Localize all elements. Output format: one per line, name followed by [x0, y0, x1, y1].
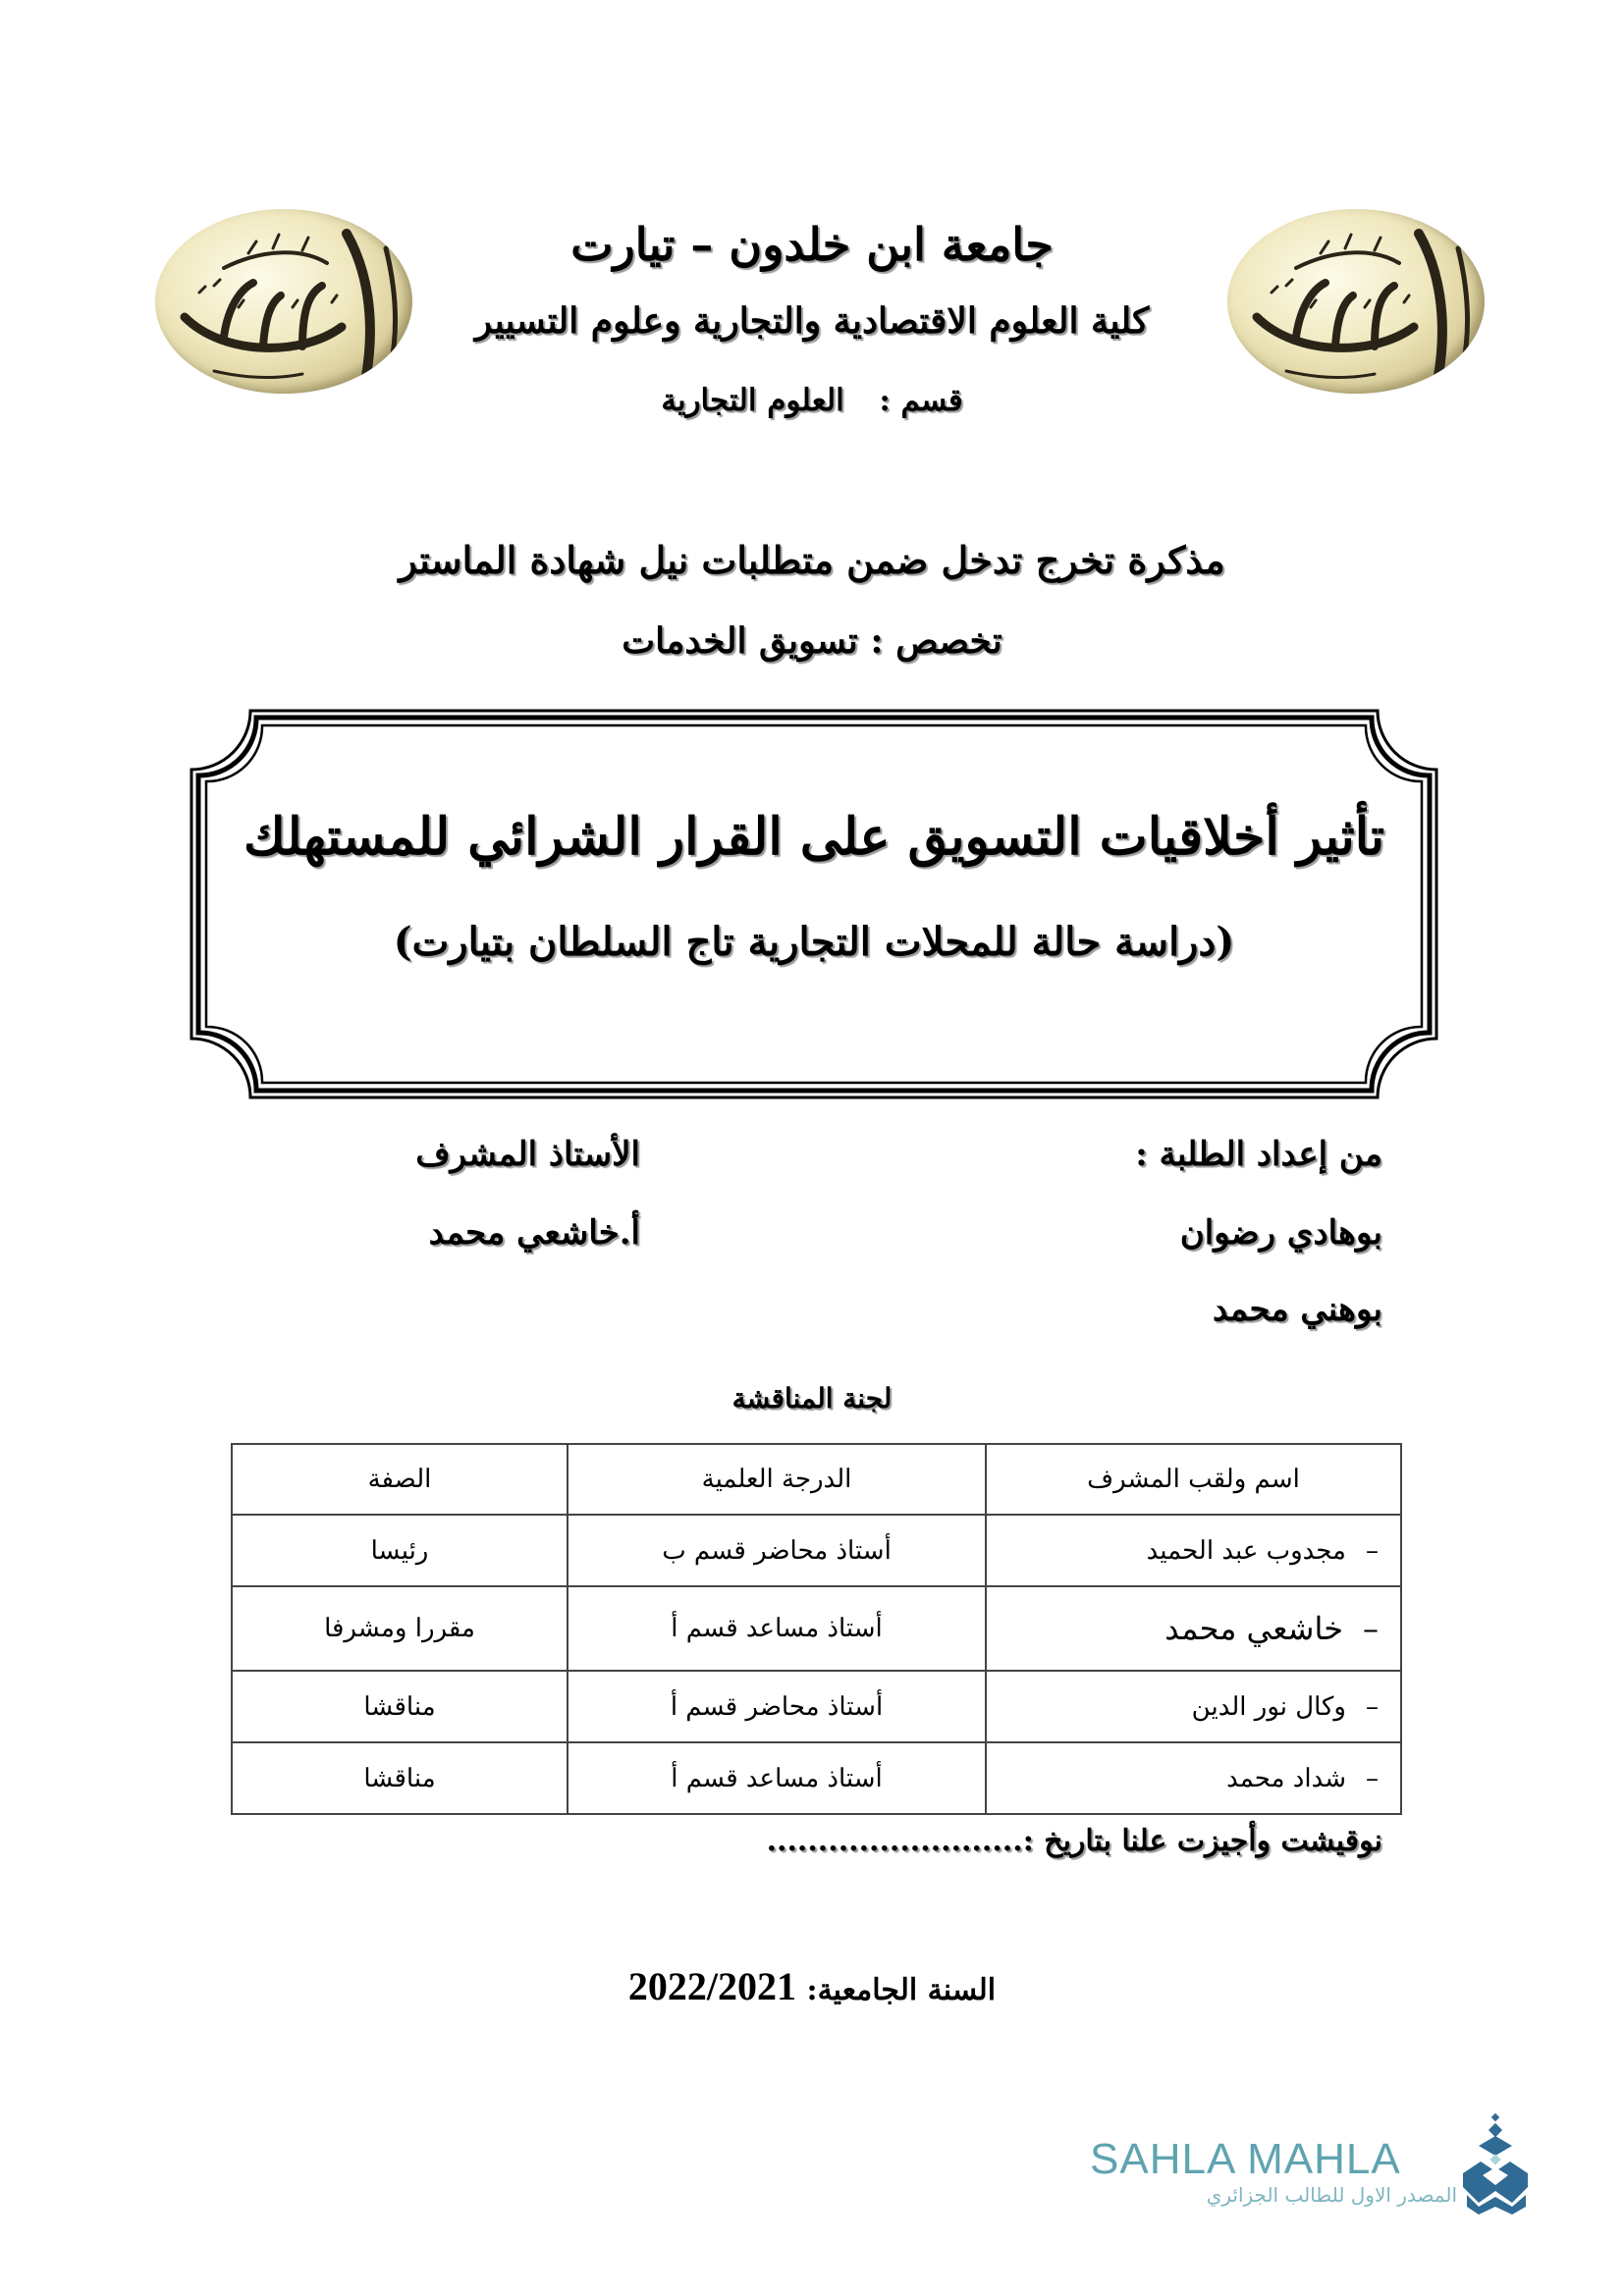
member-name-cell [986, 1515, 1401, 1586]
table-row [232, 1742, 1401, 1814]
sahla-mahla-logo-icon [1457, 2112, 1536, 2220]
member-rank: أستاذ محاضر قسم ب [568, 1515, 986, 1586]
list-dash: – [1366, 1691, 1379, 1722]
specialty-line: تخصص : تسويق الخدمات [622, 620, 1002, 662]
column-header-name: اسم ولقب المشرف [986, 1444, 1401, 1515]
date-placeholder-dots: ......................... [766, 1824, 1023, 1858]
member-name-cell [986, 1586, 1401, 1671]
supervisor-name: أ.خاشعي محمد [428, 1213, 640, 1253]
member-name: خاشعي محمد [1164, 1610, 1343, 1647]
student-name: بوهادي رضوان [1179, 1213, 1382, 1253]
member-name: مجدوب عبد الحميد [1146, 1535, 1346, 1566]
authors-label: من إعداد الطلبة : [1135, 1135, 1382, 1174]
table-row [232, 1671, 1401, 1742]
academic-year-line [0, 1963, 1624, 2009]
member-role: مناقشا [232, 1671, 568, 1742]
supervisor-label: الأستاذ المشرف [415, 1135, 640, 1174]
member-role: مقررا ومشرفا [232, 1586, 568, 1671]
list-dash: – [1366, 1763, 1379, 1793]
member-name-cell [986, 1671, 1401, 1742]
table-header-row [232, 1444, 1401, 1515]
member-rank: أستاذ مساعد قسم أ [568, 1742, 986, 1814]
member-name: وكال نور الدين [1191, 1691, 1346, 1722]
title-frame [189, 709, 1438, 1099]
member-rank: أستاذ محاضر قسم أ [568, 1671, 986, 1742]
thesis-subtitle: (دراسة حالة للمحلات التجارية تاج السلطان بتيارت) [393, 919, 1235, 965]
decorative-border-icon [189, 709, 1438, 1099]
member-role: مناقشا [232, 1742, 568, 1814]
faculty-name: كلية العلوم الاقتصادية والتجارية وعلوم التسيير [474, 300, 1150, 342]
student-name: بوهني محمد [1212, 1290, 1382, 1329]
defense-label: نوقيشت وأجيزت علنا بتاريخ : [1022, 1824, 1382, 1858]
watermark-tagline: المصدر الاول للطالب الجزائري [1206, 2183, 1457, 2207]
degree-line: مذكرة تخرج تدخل ضمن متطلبات نيل شهادة الماستر [399, 538, 1225, 582]
column-header-rank: الدرجة العلمية [568, 1444, 986, 1515]
defense-date-line [767, 1824, 1382, 1858]
member-name-cell [986, 1742, 1401, 1814]
department-label: قسم : [879, 383, 963, 418]
list-dash: – [1366, 1535, 1379, 1566]
table-row [232, 1515, 1401, 1586]
university-name: جامعة ابن خلدون – تيارت [570, 218, 1054, 271]
committee-table [231, 1443, 1402, 1815]
department-line [0, 383, 1624, 418]
table-row [232, 1586, 1401, 1671]
member-name: شداد محمد [1226, 1763, 1346, 1793]
department-name: العلوم التجارية [661, 383, 844, 418]
watermark-brand: SAHLA MAHLA [1090, 2135, 1401, 2183]
member-role: رئيسا [232, 1515, 568, 1586]
column-header-role: الصفة [232, 1444, 568, 1515]
member-rank: أستاذ مساعد قسم أ [568, 1586, 986, 1671]
thesis-title: تأثير أخلاقيات التسويق على القرار الشرائي للمستهلك [243, 807, 1385, 867]
academic-year-value: 2022/2021 [627, 1964, 797, 2008]
list-dash: – [1363, 1610, 1379, 1647]
academic-year-label: السنة الجامعية: [806, 1973, 997, 2007]
committee-title: لجنة المناقشة [731, 1382, 893, 1415]
